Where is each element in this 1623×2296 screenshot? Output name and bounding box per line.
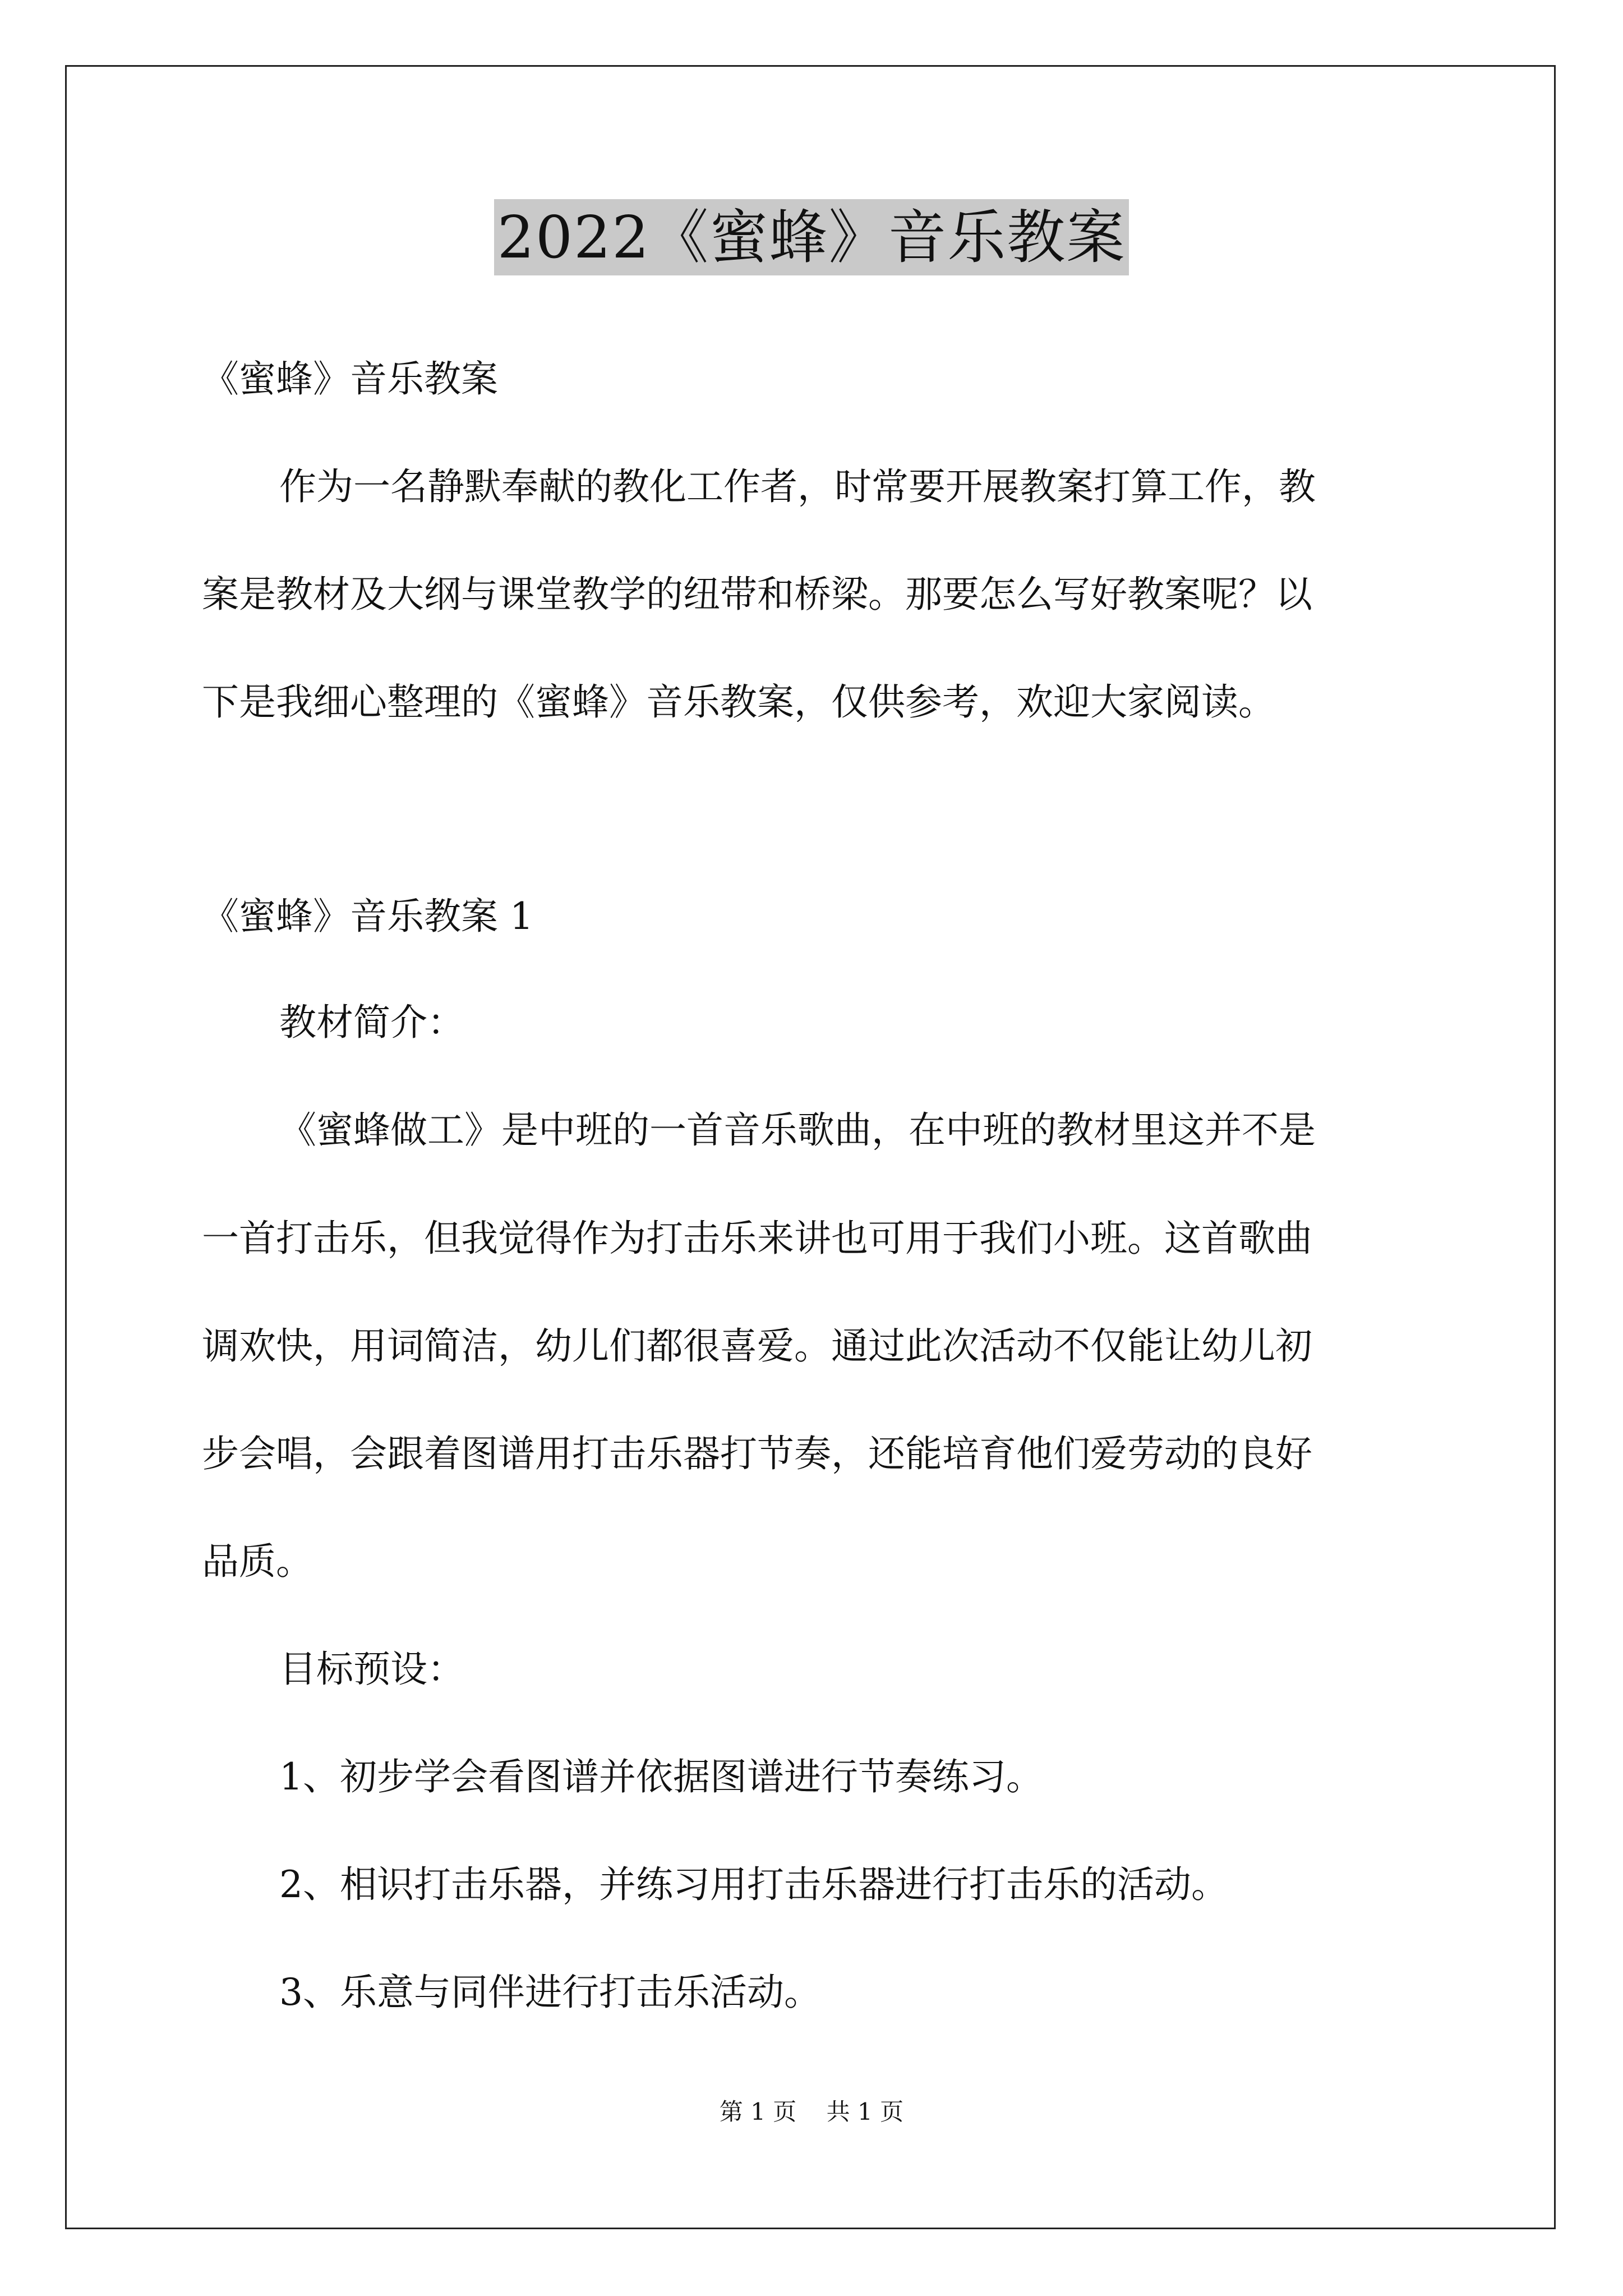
document-subtitle: 《蜜蜂》音乐教案 <box>202 357 498 401</box>
material-line-1: 《蜜蜂做工》是中班的一首音乐歌曲，在中班的教材里这并不是 <box>279 1108 1316 1152</box>
goal-item-2: 2、相识打击乐器，并练习用打击乐器进行打击乐的活动。 <box>279 1863 1228 1906</box>
goal-item-3: 3、乐意与同伴进行打击乐活动。 <box>279 1971 821 2014</box>
intro-line-1: 作为一名静默奉献的教化工作者，时常要开展教案打算工作，教 <box>279 465 1316 508</box>
material-line-5: 品质。 <box>202 1540 313 1583</box>
document-title: 2022《蜜蜂》音乐教案 <box>494 199 1129 275</box>
page-footer <box>0 2098 1623 2126</box>
goal-item-1: 1、初步学会看图谱并依据图谱进行节奏练习。 <box>279 1755 1043 1798</box>
title-container <box>0 199 1623 275</box>
intro-line-3: 下是我细心整理的《蜜蜂》音乐教案，仅供参考，欢迎大家阅读。 <box>202 680 1275 724</box>
goals-heading: 目标预设： <box>279 1648 464 1691</box>
material-line-2: 一首打击乐，但我觉得作为打击乐来讲也可用于我们小班。这首歌曲 <box>202 1217 1312 1260</box>
page-total: 共 1 页 <box>826 2098 904 2125</box>
material-line-4: 步会唱，会跟着图谱用打击乐器打节奏，还能培育他们爱劳动的良好 <box>202 1432 1312 1475</box>
section-heading: 《蜜蜂》音乐教案 1 <box>202 895 533 938</box>
material-heading: 教材简介： <box>279 1001 464 1044</box>
page-number: 第 1 页 <box>719 2098 797 2125</box>
material-line-3: 调欢快，用词简洁，幼儿们都很喜爱。通过此次活动不仅能让幼儿初 <box>202 1324 1312 1368</box>
intro-line-2: 案是教材及大纲与课堂教学的纽带和桥梁。那要怎么写好教案呢？以 <box>202 573 1312 616</box>
